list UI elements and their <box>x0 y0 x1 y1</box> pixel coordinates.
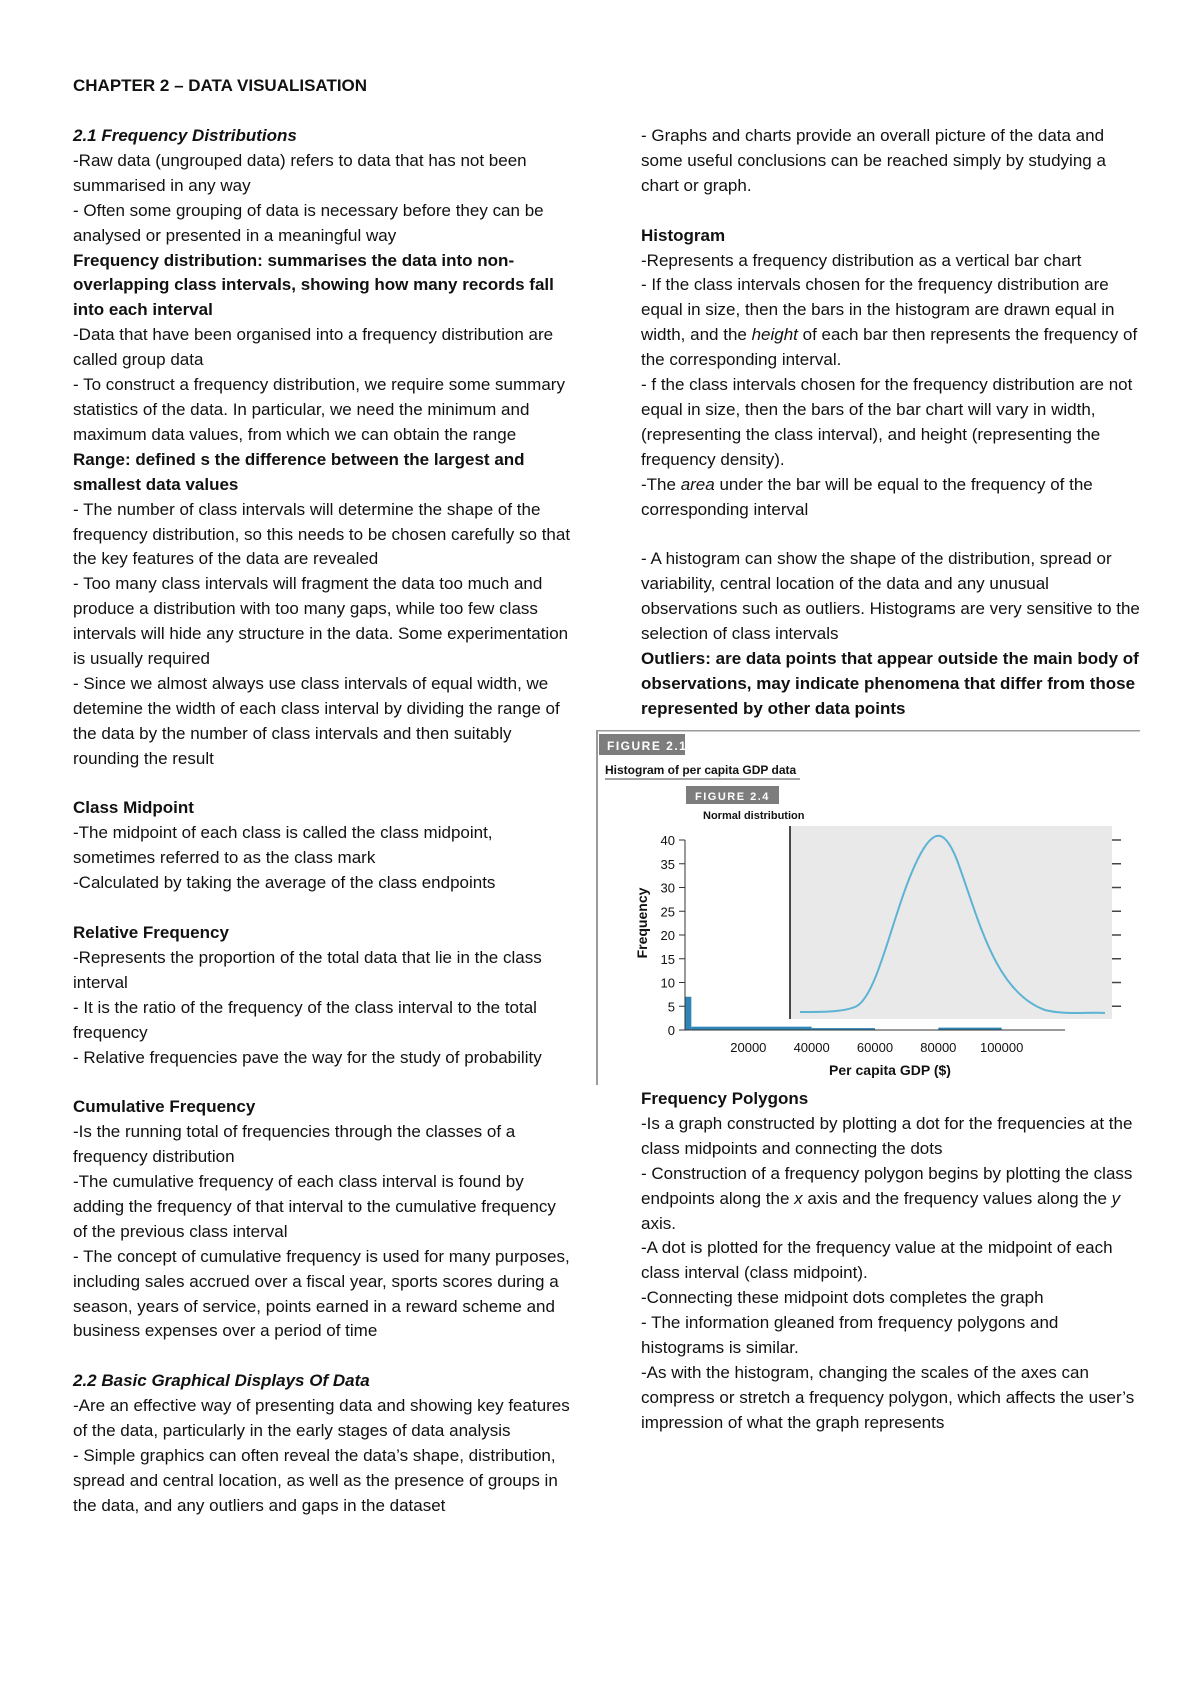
y-tick-label: 35 <box>660 856 675 872</box>
right-column-bottom <box>641 1087 1141 1436</box>
paragraph: - Since we almost always use class intervals of equal width, we detemine the width of each class interval by dividing the range of the data by the number of class intervals and then suitably rounding the result <box>73 673 560 768</box>
paragraph: - The information gleaned from frequency polygons and histograms is similar. <box>641 1313 1059 1358</box>
paragraph: - Too many class intervals will fragment the data too much and produce a distribution with too many gaps, while too few class intervals will hide any structure in the data. Some experimentation is usually required <box>73 574 569 669</box>
y-tick-label: 25 <box>660 904 675 920</box>
y-tick-label: 0 <box>667 1023 675 1038</box>
paragraph: -Represents a frequency distribution as a vertical bar chart <box>641 250 1082 270</box>
paragraph: - The concept of cumulative frequency is used for many purposes, including sales accrued over a fiscal year, sports scores during a season, years of service, points earned in a reward scheme and business expenses over a period of time <box>73 1246 570 1341</box>
paragraph: - Relative frequencies pave the way for the study of probability <box>73 1047 542 1067</box>
definition-outliers: Outliers: are data points that appear outside the main body of observations, may indicate phenomena that differ from those represented by other data points <box>641 649 1139 718</box>
class-midpoint-heading: Class Midpoint <box>73 798 194 818</box>
y-tick-label: 20 <box>660 928 675 943</box>
paragraph: -The cumulative frequency of each class interval is found by adding the frequency of that interval to the cumulative frequency of the previous class interval <box>73 1172 556 1241</box>
paragraph: - The number of class intervals will determine the shape of the frequency distribution, so this needs to be chosen carefully so that the key features of the data are revealed <box>73 499 571 569</box>
paragraph: -As with the histogram, changing the scales of the axes can compress or stretch a frequency polygon, which affects the user’s impression of what the graph represents <box>641 1362 1135 1432</box>
x-tick-label: 40000 <box>793 1040 830 1055</box>
left-column <box>73 124 573 1519</box>
relative-frequency-heading: Relative Frequency <box>73 922 229 942</box>
paragraph: -Data that have been organised into a frequency distribution are called group data <box>73 325 554 370</box>
paragraph: - Construction of a frequency polygon begins by plotting the class endpoints along the x axis and the frequency values along the y axis. <box>641 1163 1133 1233</box>
paragraph: -Represents the proportion of the total data that lie in the class interval <box>73 947 542 992</box>
y-tick-label: 5 <box>667 999 675 1015</box>
y-tick-label: 10 <box>660 975 675 991</box>
paragraph: - Simple graphics can often reveal the data’s shape, distribution, spread and central location, as well as the presence of groups in the data, and any outliers and gaps in the dataset <box>73 1445 558 1515</box>
histogram-heading: Histogram <box>641 225 726 245</box>
paragraph: -Connecting these midpoint dots completes the graph <box>641 1288 1044 1308</box>
y-axis <box>661 833 685 1038</box>
paragraph: - Often some grouping of data is necessary before they can be analysed or presented in a meaningful way <box>73 200 544 245</box>
definition-range: Range: defined s the difference between the largest and smallest data values <box>73 449 525 494</box>
histogram-bar <box>685 997 691 1030</box>
paragraph: -The area under the bar will be equal to the frequency of the corresponding interval <box>641 474 1093 519</box>
figure-label: FIGURE 2.1 <box>607 739 688 753</box>
page-title: CHAPTER 2 – DATA VISUALISATION <box>73 76 368 95</box>
x-tick-label: 100000 <box>979 1040 1024 1055</box>
section-2-2-heading: 2.2 Basic Graphical Displays Of Data <box>73 1371 370 1391</box>
paragraph: -Is the running total of frequencies through the classes of a frequency distribution <box>73 1122 516 1167</box>
section-2-1-heading: 2.1 Frequency Distributions <box>73 126 297 145</box>
paragraph: -Is a graph constructed by plotting a dot for the frequencies at the class midpoints and connecting the dots <box>641 1113 1133 1158</box>
y-tick-label: 30 <box>660 880 675 896</box>
paragraph: -A dot is plotted for the frequency value at the midpoint of each class interval (class midpoint). <box>641 1238 1113 1283</box>
figure-histogram <box>595 730 1140 1085</box>
paragraph: - f the class intervals chosen for the frequency distribution are not equal in size, then the bars of the bar chart will vary in width, (representing the class interval), and height (representing the frequency density). <box>641 375 1133 469</box>
paragraph: - A histogram can show the shape of the distribution, spread or variability, central location of the data and any unusual observations such as outliers. Histograms are very sensitive to the selection of class intervals <box>641 549 1140 644</box>
paragraph: - If the class intervals chosen for the frequency distribution are equal in size, then the bars in the histogram are drawn equal in width, and the height of each bar then represents the frequency of the corresponding interval. <box>641 275 1138 370</box>
x-axis-label: Per capita GDP ($) <box>829 1062 951 1078</box>
paragraph: - Graphs and charts provide an overall picture of the data and some useful conclusions can be reached simply by studying a chart or graph. <box>641 126 1106 195</box>
cumulative-frequency-heading: Cumulative Frequency <box>73 1097 256 1117</box>
inset-label: FIGURE 2.4 <box>695 791 770 803</box>
x-axis <box>730 1040 1023 1055</box>
paragraph: -Are an effective way of presenting data and showing key features of the data, particularly in the early stages of data analysis <box>73 1396 570 1441</box>
paragraph: - It is the ratio of the frequency of the class interval to the total frequency <box>73 997 537 1042</box>
y-axis-label: Frequency <box>634 887 650 959</box>
right-column-top <box>641 124 1141 722</box>
y-tick-label: 40 <box>660 833 675 848</box>
x-tick-label: 80000 <box>920 1040 957 1055</box>
definition-frequency-distribution: Frequency distribution: summarises the data into non-overlapping class intervals, showing how many records fall into each interval <box>73 250 554 320</box>
paragraph: - To construct a frequency distribution, we require some summary statistics of the data. In particular, we need the minimum and maximum data values, from which we can obtain the range <box>73 375 565 444</box>
x-tick-label: 60000 <box>856 1040 894 1055</box>
frequency-polygons-heading: Frequency Polygons <box>641 1089 809 1108</box>
inset-panel <box>790 826 1112 1019</box>
inset-title: Normal distribution <box>703 810 805 822</box>
paragraph: -Calculated by taking the average of the class endpoints <box>73 873 496 893</box>
paragraph: -The midpoint of each class is called the class midpoint, sometimes referred to as the class mark <box>73 823 493 868</box>
y-tick-label: 15 <box>660 951 675 967</box>
x-tick-label: 20000 <box>730 1040 767 1055</box>
chart-title: Histogram of per capita GDP data <box>605 763 797 777</box>
histogram-chart <box>595 730 1140 1085</box>
paragraph: -Raw data (ungrouped data) refers to data that has not been summarised in any way <box>73 150 527 195</box>
